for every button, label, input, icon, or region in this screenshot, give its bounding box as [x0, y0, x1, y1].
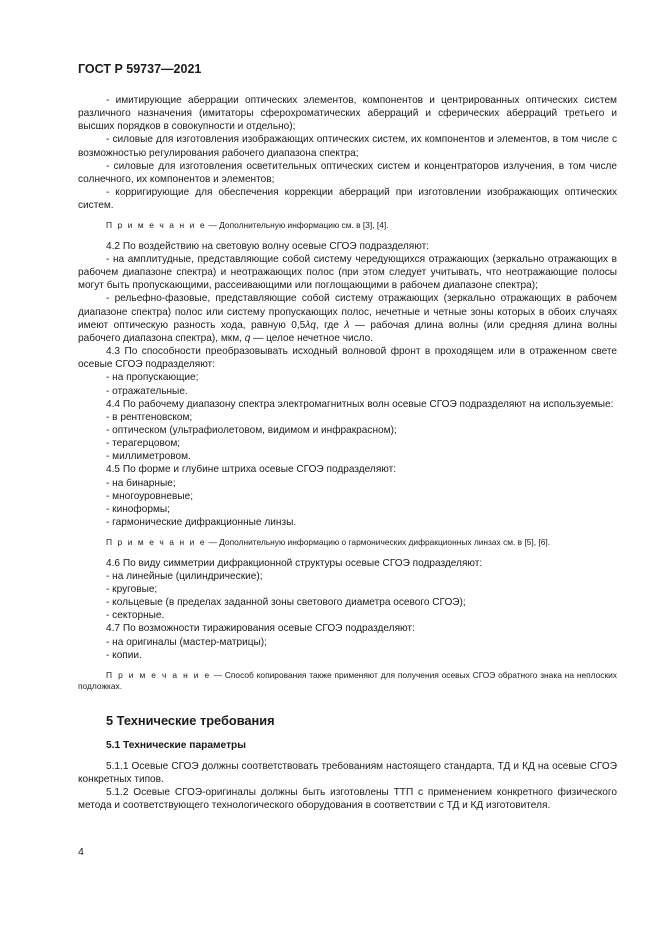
note-text: — Способ копирования также применяют для получения осевых СГОЭ обратного знака на неплоских подложках.: [78, 669, 617, 692]
page-number: 4: [78, 846, 84, 858]
list-item: - на линейные (цилиндрические);: [106, 570, 263, 582]
list-item: - гармонические дифракционные линзы.: [106, 517, 297, 529]
section-5-1-title: 5.1 Технические параметры: [106, 739, 246, 751]
note-text: — Дополнительную информацию см. в [3], [4].: [208, 220, 389, 231]
note-label: П р и м е ч а н и е: [106, 669, 211, 680]
intro-item-2: - силовые для изготовления изображающих оптических систем, их компонентов и элементов, в том числе с возможностью регулирования рабочего диапазона спектра;: [78, 134, 617, 159]
intro-item-4: - корригирующие для обеспечения коррекции аберраций при изготовлении изображающих оптических систем.: [78, 187, 617, 212]
section-4-7-heading: 4.7 По возможности тиражирования осевые СГОЭ подразделяют:: [106, 623, 415, 635]
section-4-6-heading: 4.6 По виду симметрии дифракционной структуры осевые СГОЭ подразделяют:: [106, 557, 483, 569]
document-header: ГОСТ Р 59737—2021: [78, 62, 202, 76]
intro-item-3: - силовые для изготовления осветительных оптических систем и концентраторов излучения, в том числе солнечного, их компонентов и элементов;: [78, 160, 617, 185]
note-1: [78, 220, 617, 231]
note-text: — Дополнительную информацию о гармонических дифракционных линзах см. в [5], [6].: [208, 537, 551, 548]
note-2: [78, 537, 617, 548]
paragraph-5-1-2: 5.1.2 Осевые СГОЭ-оригиналы должны быть изготовлены ТТП с применением конкретного физического метода и соответствующего технологического оборудования в соответствии с ТД и КД изготовителя.: [78, 787, 617, 812]
list-item: - отражательные.: [106, 385, 188, 397]
section-4-4-heading: 4.4 По рабочему диапазону спектра электромагнитных волн осевые СГОЭ подразделяют на используемые:: [106, 398, 614, 410]
section-4-5-heading: 4.5 По форме и глубине штриха осевые СГОЭ подразделяют:: [106, 464, 397, 476]
note-3: [78, 670, 617, 693]
section-4-2-item-1: - на амплитудные, представляющие собой систему чередующихся отражающих (зеркально отражающих в рабочем диапазоне спектра) и неотражающих полос (при этом следует учитывать, что неотражающие полосы могут быть пропускающими, рассеивающими или поглощающими в рабочем диапазоне спектра);: [78, 253, 617, 292]
list-item: - кольцевые (в пределах заданной зоны светового диаметра осевого СГОЭ);: [106, 597, 466, 609]
section-4-3-heading: 4.3 По способности преобразовывать исходный волновой фронт в проходящем или в отраженном свете осевые СГОЭ подразделяют:: [78, 346, 617, 371]
list-item: - миллиметровом.: [106, 451, 191, 463]
list-item: - на пропускающие;: [106, 372, 199, 384]
list-item: - в рентгеновском;: [106, 411, 193, 423]
list-item: - киноформы;: [106, 503, 170, 515]
list-item: - оптическом (ультрафиолетовом, видимом и инфракрасном);: [106, 425, 397, 436]
paragraph-5-1-1: 5.1.1 Осевые СГОЭ должны соответствовать требованиям настоящего стандарта, ТД и КД на осевые СГОЭ конкретных типов.: [78, 760, 617, 785]
list-item: - многоуровневые;: [106, 490, 193, 502]
section-4-2-heading: 4.2 По воздействию на световую волну осевые СГОЭ подразделяют:: [106, 240, 430, 252]
list-item: - секторные.: [106, 610, 165, 622]
note-label: П р и м е ч а н и е: [106, 220, 207, 231]
list-item: - круговые;: [106, 583, 158, 595]
list-item: - на бинарные;: [106, 477, 176, 489]
list-item: - терагерцовом;: [106, 438, 181, 450]
list-item: - копии.: [106, 649, 142, 661]
section-4-2-item-2: - рельефно-фазовые, представляющие собой систему отражающих (зеркально отражающих в рабочем диапазоне спектра) полос или систему пропускающих полос, нечетные и четные зоны которых в обоих случаях имеют оптическую разность хода, равную 0,5λq, где λ — рабочая длина волны (или средняя длина волны рабочего диапазона спектра), мкм, q — целое нечетное число.: [78, 293, 617, 344]
intro-item-1: - имитирующие аберрации оптических элементов, компонентов и центрированных оптических систем различного назначения (имитаторы сферохроматических аберраций и сферических аберраций третьего и высших порядков в совокупности и отдельно);: [78, 95, 617, 133]
page-body: [78, 94, 617, 812]
list-item: - на оригиналы (мастер-матрицы);: [106, 636, 267, 648]
section-5-title: 5 Технические требования: [106, 712, 275, 728]
note-label: П р и м е ч а н и е: [106, 537, 207, 548]
